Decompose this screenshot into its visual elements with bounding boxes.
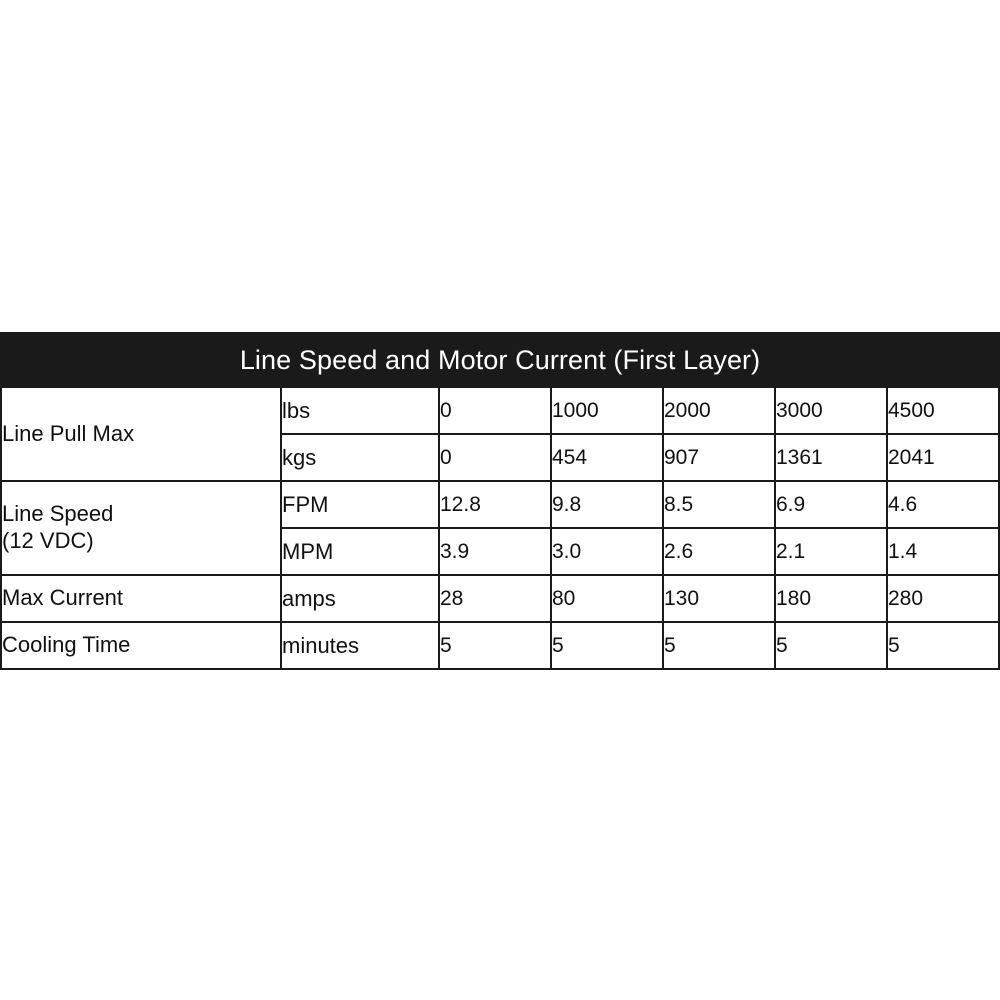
cell-line-pull-kgs-1: 0 xyxy=(439,434,551,481)
row-label-line-pull-max: Line Pull Max xyxy=(1,387,281,481)
cell-max-current-2: 80 xyxy=(551,575,663,622)
cell-max-current-1: 28 xyxy=(439,575,551,622)
spec-table-container xyxy=(0,332,1000,670)
cell-cooling-time-1: 5 xyxy=(439,622,551,669)
unit-lbs: lbs xyxy=(281,387,439,434)
cell-line-pull-lbs-1: 0 xyxy=(439,387,551,434)
table-row xyxy=(1,575,999,622)
cell-line-pull-lbs-2: 1000 xyxy=(551,387,663,434)
cell-cooling-time-4: 5 xyxy=(775,622,887,669)
cell-line-speed-fpm-5: 4.6 xyxy=(887,481,999,528)
table-title: Line Speed and Motor Current (First Layer) xyxy=(1,333,999,387)
unit-kgs: kgs xyxy=(281,434,439,481)
line-speed-motor-current-table xyxy=(0,332,1000,670)
cell-cooling-time-5: 5 xyxy=(887,622,999,669)
table-row xyxy=(1,387,999,434)
row-label-line-speed xyxy=(1,481,281,575)
cell-cooling-time-2: 5 xyxy=(551,622,663,669)
cell-line-speed-mpm-3: 2.6 xyxy=(663,528,775,575)
cell-line-speed-mpm-5: 1.4 xyxy=(887,528,999,575)
cell-line-speed-mpm-4: 2.1 xyxy=(775,528,887,575)
cell-line-pull-kgs-2: 454 xyxy=(551,434,663,481)
row-label-line-speed-line1: Line Speed xyxy=(2,501,114,527)
unit-amps: amps xyxy=(281,575,439,622)
cell-line-speed-fpm-3: 8.5 xyxy=(663,481,775,528)
table-row xyxy=(1,481,999,528)
table-title-row xyxy=(1,333,999,387)
cell-line-speed-fpm-4: 6.9 xyxy=(775,481,887,528)
row-label-cooling-time: Cooling Time xyxy=(1,622,281,669)
cell-max-current-5: 280 xyxy=(887,575,999,622)
cell-line-pull-lbs-4: 3000 xyxy=(775,387,887,434)
cell-cooling-time-3: 5 xyxy=(663,622,775,669)
row-label-line-speed-line2: (12 VDC) xyxy=(2,528,94,553)
cell-max-current-4: 180 xyxy=(775,575,887,622)
cell-line-speed-mpm-2: 3.0 xyxy=(551,528,663,575)
cell-line-speed-mpm-1: 3.9 xyxy=(439,528,551,575)
row-label-max-current: Max Current xyxy=(1,575,281,622)
unit-fpm: FPM xyxy=(281,481,439,528)
cell-line-pull-lbs-3: 2000 xyxy=(663,387,775,434)
table-row xyxy=(1,622,999,669)
cell-line-pull-kgs-5: 2041 xyxy=(887,434,999,481)
cell-line-speed-fpm-1: 12.8 xyxy=(439,481,551,528)
cell-line-pull-kgs-3: 907 xyxy=(663,434,775,481)
cell-line-speed-fpm-2: 9.8 xyxy=(551,481,663,528)
cell-line-pull-lbs-5: 4500 xyxy=(887,387,999,434)
unit-minutes: minutes xyxy=(281,622,439,669)
cell-max-current-3: 130 xyxy=(663,575,775,622)
cell-line-pull-kgs-4: 1361 xyxy=(775,434,887,481)
unit-mpm: MPM xyxy=(281,528,439,575)
